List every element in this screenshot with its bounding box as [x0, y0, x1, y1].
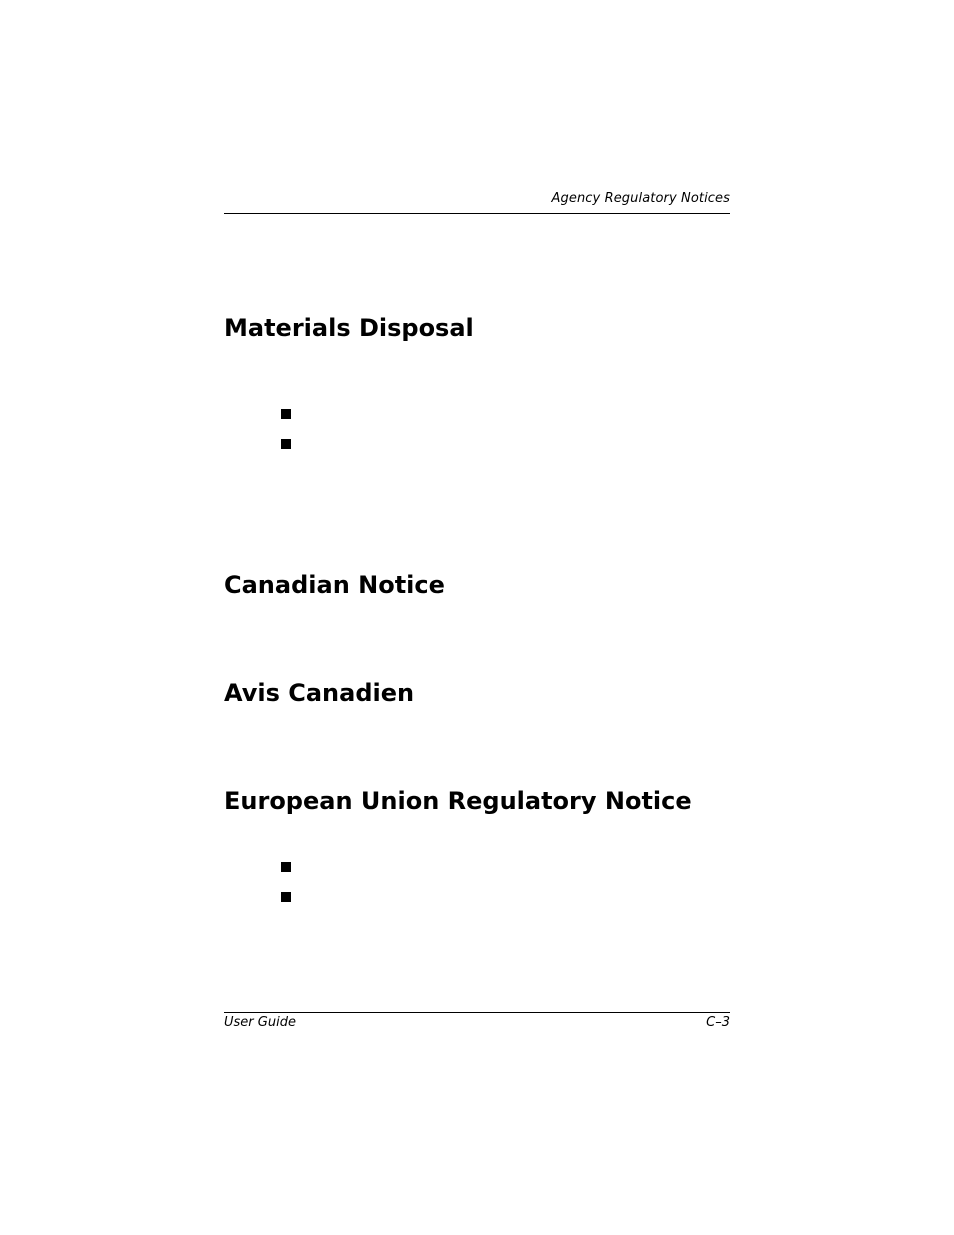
footer-document-title: User Guide — [224, 1015, 296, 1030]
page-number: C–3 — [706, 1015, 730, 1030]
bullet-icon — [281, 862, 291, 872]
heading-avis-canadien: Avis Canadien — [224, 679, 415, 707]
page-footer — [224, 1012, 730, 1035]
bullet-icon — [281, 409, 291, 419]
page-header — [224, 189, 730, 214]
heading-canadian-notice: Canadian Notice — [224, 571, 445, 599]
bullet-icon — [281, 892, 291, 902]
running-title: Agency Regulatory Notices — [551, 191, 730, 206]
bullet-icon — [281, 439, 291, 449]
heading-eu-regulatory-notice: European Union Regulatory Notice — [224, 787, 692, 815]
heading-materials-disposal: Materials Disposal — [224, 314, 474, 342]
